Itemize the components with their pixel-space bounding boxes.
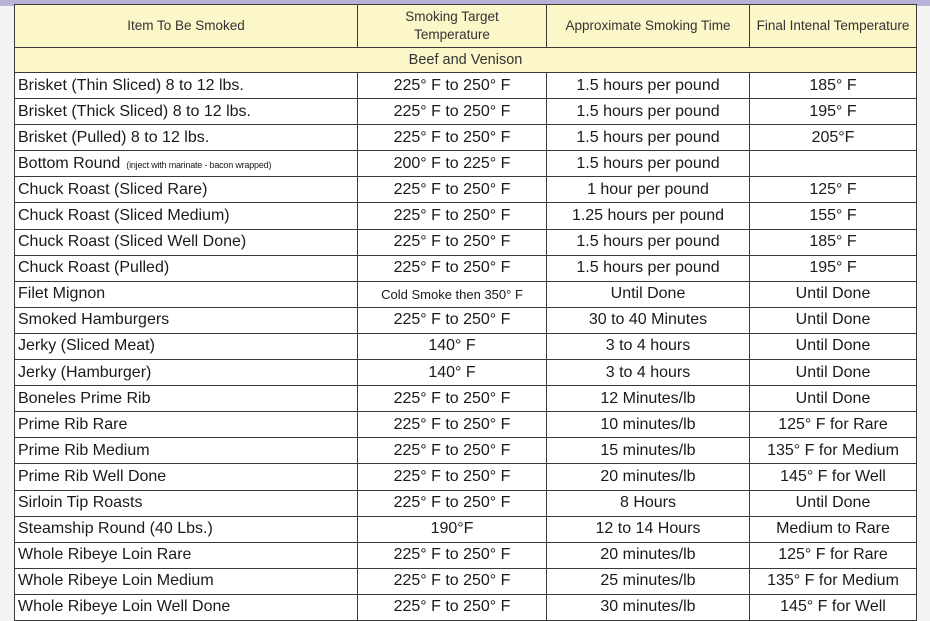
item-name: Bottom Round [18,154,121,172]
cell-smoking-time: 3 to 4 hours [547,333,750,359]
smoking-chart-table [14,4,917,621]
item-name: Whole Ribeye Loin Well Done [18,598,231,616]
cell-target-temperature: Cold Smoke then 350° F [358,281,547,307]
cell-final-temperature: Until Done [750,490,917,516]
cell-smoking-time: 8 Hours [547,490,750,516]
table-row [15,177,917,203]
cell-item [15,255,358,281]
cell-target-temperature: 200° F to 225° F [358,151,547,177]
cell-target-temperature: 225° F to 250° F [358,594,547,620]
cell-target-temperature: 225° F to 250° F [358,229,547,255]
cell-item [15,516,358,542]
table-row [15,151,917,177]
table-row [15,281,917,307]
cell-item [15,151,358,177]
cell-final-temperature: 125° F [750,177,917,203]
cell-item [15,594,358,620]
cell-target-temperature: 225° F to 250° F [358,386,547,412]
cell-target-temperature: 225° F to 250° F [358,412,547,438]
item-name: Chuck Roast (Sliced Rare) [18,180,208,198]
item-name: Steamship Round (40 Lbs.) [18,520,213,538]
section-title: Beef and Venison [15,48,917,73]
item-name: Whole Ribeye Loin Rare [18,546,192,564]
item-note: (inject with marinate - bacon wrapped) [126,159,272,170]
item-name: Chuck Roast (Pulled) [18,259,170,277]
cell-final-temperature: 205°F [750,125,917,151]
cell-smoking-time: 1.5 hours per pound [547,125,750,151]
cell-item [15,360,358,386]
cell-target-temperature: 225° F to 250° F [358,255,547,281]
item-name: Chuck Roast (Sliced Well Done) [18,233,247,251]
cell-target-temperature: 225° F to 250° F [358,99,547,125]
cell-target-temperature: 225° F to 250° F [358,542,547,568]
cell-smoking-time: 20 minutes/lb [547,464,750,490]
item-name: Boneles Prime Rib [18,389,151,407]
cell-final-temperature: Medium to Rare [750,516,917,542]
cell-item [15,229,358,255]
table-row [15,594,917,620]
cell-smoking-time: 30 to 40 Minutes [547,307,750,333]
cell-target-temperature: 225° F to 250° F [358,203,547,229]
cell-smoking-time: 1.25 hours per pound [547,203,750,229]
table-row [15,360,917,386]
cell-smoking-time: 1.5 hours per pound [547,151,750,177]
item-name: Whole Ribeye Loin Medium [18,572,214,590]
cell-final-temperature: 135° F for Medium [750,438,917,464]
cell-final-temperature [750,151,917,177]
cell-smoking-time: 1.5 hours per pound [547,99,750,125]
cell-target-temperature: 225° F to 250° F [358,125,547,151]
table-row [15,490,917,516]
cell-smoking-time: Until Done [547,281,750,307]
header-row [15,5,917,48]
cell-final-temperature: Until Done [750,307,917,333]
cell-item [15,542,358,568]
cell-item [15,281,358,307]
cell-final-temperature: 195° F [750,255,917,281]
cell-smoking-time: 1 hour per pound [547,177,750,203]
cell-target-temperature: 225° F to 250° F [358,490,547,516]
cell-final-temperature: Until Done [750,333,917,359]
table-row [15,125,917,151]
item-name: Prime Rib Rare [18,415,128,433]
cell-final-temperature: 185° F [750,229,917,255]
cell-final-temperature: Until Done [750,281,917,307]
header-target-temp-line2: Temperature [414,27,490,42]
item-name: Prime Rib Well Done [18,467,167,485]
table-row [15,568,917,594]
table-row [15,412,917,438]
table-row [15,203,917,229]
table-row [15,386,917,412]
cell-item [15,333,358,359]
cell-smoking-time: 1.5 hours per pound [547,255,750,281]
cell-item [15,412,358,438]
table-row [15,464,917,490]
header-item: Item To Be Smoked [15,5,358,48]
header-final-temperature: Final Intenal Temperature [750,5,917,48]
cell-smoking-time: 15 minutes/lb [547,438,750,464]
table-row [15,73,917,99]
cell-item [15,464,358,490]
item-name: Brisket (Pulled) 8 to 12 lbs. [18,128,210,146]
cell-item [15,203,358,229]
cell-target-temperature: 225° F to 250° F [358,438,547,464]
cell-final-temperature: 195° F [750,99,917,125]
table-row [15,542,917,568]
cell-smoking-time: 3 to 4 hours [547,360,750,386]
table-row [15,438,917,464]
cell-final-temperature: 145° F for Well [750,464,917,490]
cell-final-temperature: 125° F for Rare [750,412,917,438]
cell-target-temperature: 190°F [358,516,547,542]
cell-final-temperature: Until Done [750,386,917,412]
cell-item [15,490,358,516]
cell-smoking-time: 30 minutes/lb [547,594,750,620]
cell-item [15,73,358,99]
cell-final-temperature: 185° F [750,73,917,99]
item-name: Prime Rib Medium [18,441,150,459]
cell-item [15,386,358,412]
table-row [15,99,917,125]
cell-target-temperature: 225° F to 250° F [358,568,547,594]
cell-smoking-time: 12 to 14 Hours [547,516,750,542]
cell-item [15,438,358,464]
header-smoking-time: Approximate Smoking Time [547,5,750,48]
cell-smoking-time: 1.5 hours per pound [547,73,750,99]
item-name: Chuck Roast (Sliced Medium) [18,207,230,225]
table-row [15,255,917,281]
cell-target-temperature: 225° F to 250° F [358,464,547,490]
table-row [15,516,917,542]
cell-target-temperature: 140° F [358,333,547,359]
cell-final-temperature: 155° F [750,203,917,229]
cell-smoking-time: 25 minutes/lb [547,568,750,594]
cell-target-temperature: 225° F to 250° F [358,73,547,99]
cell-final-temperature: 125° F for Rare [750,542,917,568]
cell-smoking-time: 10 minutes/lb [547,412,750,438]
section-row [15,48,917,73]
header-target-temp-line1: Smoking Target [405,9,499,24]
item-name: Smoked Hamburgers [18,311,170,329]
cell-smoking-time: 1.5 hours per pound [547,229,750,255]
table-row [15,307,917,333]
cell-item [15,99,358,125]
item-name: Sirloin Tip Roasts [18,494,143,512]
item-name: Jerky (Sliced Meat) [18,337,155,355]
cell-final-temperature: Until Done [750,360,917,386]
header-target-temperature [358,5,547,48]
cell-item [15,125,358,151]
cell-item [15,307,358,333]
table-row [15,229,917,255]
item-name: Brisket (Thick Sliced) 8 to 12 lbs. [18,102,251,120]
cell-smoking-time: 12 Minutes/lb [547,386,750,412]
cell-smoking-time: 20 minutes/lb [547,542,750,568]
cell-item [15,177,358,203]
cell-target-temperature: 225° F to 250° F [358,177,547,203]
item-name: Brisket (Thin Sliced) 8 to 12 lbs. [18,76,244,94]
item-name: Filet Mignon [18,285,106,303]
table-row [15,333,917,359]
cell-final-temperature: 145° F for Well [750,594,917,620]
cell-target-temperature: 140° F [358,360,547,386]
item-name: Jerky (Hamburger) [18,363,152,381]
cell-target-temperature: 225° F to 250° F [358,307,547,333]
cell-final-temperature: 135° F for Medium [750,568,917,594]
cell-item [15,568,358,594]
